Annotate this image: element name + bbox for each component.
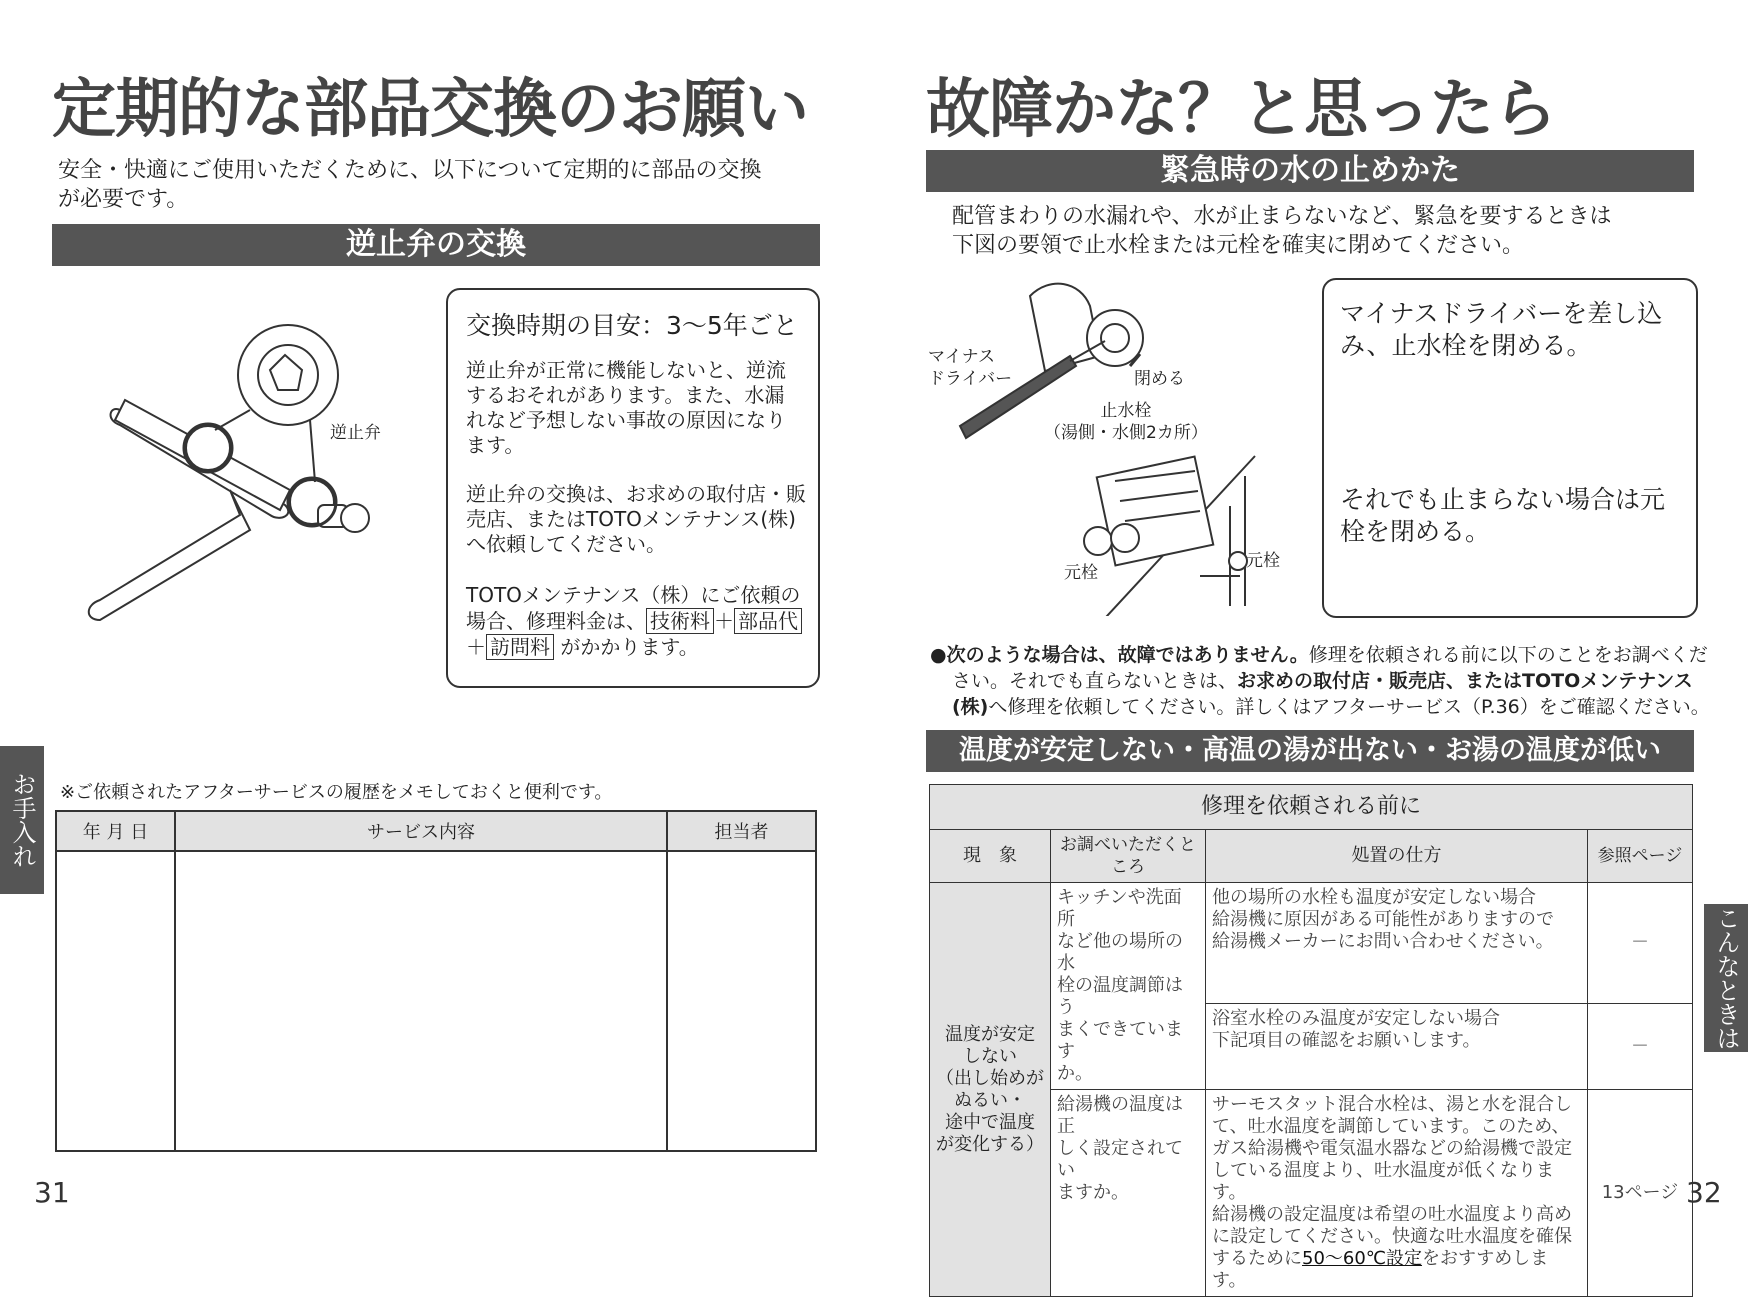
section-bar-check-valve: 逆止弁の交換	[52, 224, 820, 266]
troubleshooting-table	[929, 784, 1693, 1297]
box-paragraph-3	[466, 582, 816, 660]
memo-note: ※ご依頼されたアフターサービスの履歴をメモしておくと便利です。	[60, 782, 613, 803]
notice-bold-1: ●次のような場合は、故障ではありません。	[930, 644, 1309, 666]
notice-bold-3: (株)	[952, 696, 989, 718]
check-valve-label: 逆止弁	[330, 423, 381, 443]
service-memo-table	[55, 810, 817, 1152]
header-reference: 参照ページ	[1588, 830, 1693, 883]
driver-label: マイナス ドライバー	[928, 347, 1013, 389]
page-title-left: 定期的な部品交換のお願い	[52, 73, 808, 147]
side-tab-troubleshooting[interactable]: こんなときは	[1704, 904, 1748, 1052]
stopcock-label: 止水栓 （湯側・水側2カ所）	[1044, 401, 1208, 443]
fee-parts: 部品代	[734, 608, 802, 634]
action-bath-only: 浴室水栓のみ温度が安定しない場合 下記項目の確認をお願いします。	[1206, 1004, 1588, 1090]
check-other-faucets: キッチンや洗面所 など他の場所の水 栓の温度調節はう まくできています か。	[1051, 883, 1206, 1090]
recommended-temperature: 50〜60℃設定	[1302, 1248, 1423, 1269]
check-heater-setting: 給湯機の温度は正 しく設定されてい ますか。	[1051, 1090, 1206, 1297]
stopcock-illustration	[940, 276, 1290, 616]
instruction-step-2: それでも止まらない場合は元 栓を閉める。	[1340, 485, 1666, 546]
page-title-right: 故障かな？と思ったら	[926, 73, 1556, 147]
symptom-temperature-unstable: 温度が安定 しない （出し始めが ぬるい・ 途中で温度 が変化する）	[930, 883, 1051, 1297]
action-heater-setting	[1206, 1090, 1588, 1297]
not-malfunction-notice	[930, 642, 1710, 720]
header-check: お調べいただくところ	[1051, 830, 1206, 883]
page-number-right: 32	[1686, 1176, 1722, 1209]
memo-cell-service[interactable]	[175, 851, 667, 1151]
memo-cell-staff[interactable]	[667, 851, 816, 1151]
reference-1a: －	[1588, 883, 1693, 1004]
header-action: 処置の仕方	[1206, 830, 1588, 883]
memo-header-staff: 担当者	[667, 811, 816, 851]
section-bar-temperature: 温度が安定しない・高温の湯が出ない・お湯の温度が低い	[926, 730, 1694, 772]
fee-technical: 技術料	[646, 608, 714, 634]
replacement-interval-heading: 交換時期の目安：3〜5年ごと	[466, 311, 798, 340]
box-paragraph-3-tail: がかかります。	[560, 635, 699, 659]
box-paragraph-3-text: TOTOメンテナンス（株）にご依頼の 場合、修理料金は、	[466, 583, 801, 633]
instruction-step-1: マイナスドライバーを差し込 み、止水栓を閉める。	[1340, 299, 1663, 360]
table-caption: 修理を依頼される前に	[930, 785, 1693, 830]
box-paragraph-2: 逆止弁の交換は、お求めの取付店・販 売店、またはTOTOメンテナンス(株) へ依頼してください。	[466, 482, 806, 556]
memo-cell-date[interactable]	[56, 851, 175, 1151]
section-bar-emergency: 緊急時の水の止めかた	[926, 150, 1694, 192]
reference-1b: －	[1588, 1004, 1693, 1090]
intro-right: 配管まわりの水漏れや、水が止まらないなど、緊急を要するときは 下図の要領で止水栓または元栓を確実に閉めてください。	[952, 204, 1612, 258]
intro-left: 安全・快適にご使用いただくために、以下について定期的に部品の交換 が必要です。	[58, 158, 762, 212]
memo-header-service: サービス内容	[175, 811, 667, 851]
plus-sign: ＋	[714, 609, 734, 633]
side-tab-care[interactable]: お手入れ	[0, 746, 44, 894]
memo-header-date: 年 月 日	[56, 811, 175, 851]
main-valve-label-2: 元栓	[1246, 551, 1280, 571]
action-heater-tail: をおすすめします。	[1212, 1248, 1549, 1291]
reference-2[interactable]: 13ページ	[1588, 1090, 1693, 1297]
faucet-check-valve-illustration	[80, 300, 410, 630]
page-number-left: 31	[34, 1176, 70, 1209]
action-other-faucets: 他の場所の水栓も温度が安定しない場合 給湯機に原因がある可能性がありますので 給湯機メーカーにお問い合わせください。	[1206, 883, 1588, 1004]
notice-text-1: 修理を依頼される前に以下のことをお調べくだ	[1308, 644, 1708, 666]
notice-bold-2: お求めの取付店・販売店、またはTOTOメンテナンス	[1237, 670, 1693, 692]
replacement-info-box	[446, 288, 820, 688]
main-valve-label-1: 元栓	[1064, 563, 1098, 583]
plus-sign: ＋	[466, 635, 486, 659]
header-symptom: 現 象	[930, 830, 1051, 883]
box-paragraph-1: 逆止弁が正常に機能しないと、逆流 するおそれがあります。また、水漏 れなど予想しない事故の原因になり ます。	[466, 358, 786, 457]
action-heater-text: サーモスタット混合水栓は、湯と水を混合し て、吐水温度を調節しています。このため、 ガス給湯機や電気温水器などの給湯機で設定 している温度より、吐水温度が低くなります。 給湯機の設定温度は希望の吐水温度より高め に設定してください。快適な吐水温度を確保 するために	[1212, 1094, 1572, 1269]
notice-text-3: へ修理を依頼してください。詳しくはアフターサービス（P.36）をご確認ください。	[988, 696, 1710, 718]
notice-text-2: さい。それでも直らないときは、	[952, 670, 1238, 692]
close-direction-label: 閉める	[1134, 369, 1185, 389]
fee-visit: 訪問料	[486, 634, 554, 660]
emergency-instruction-box	[1322, 278, 1698, 618]
